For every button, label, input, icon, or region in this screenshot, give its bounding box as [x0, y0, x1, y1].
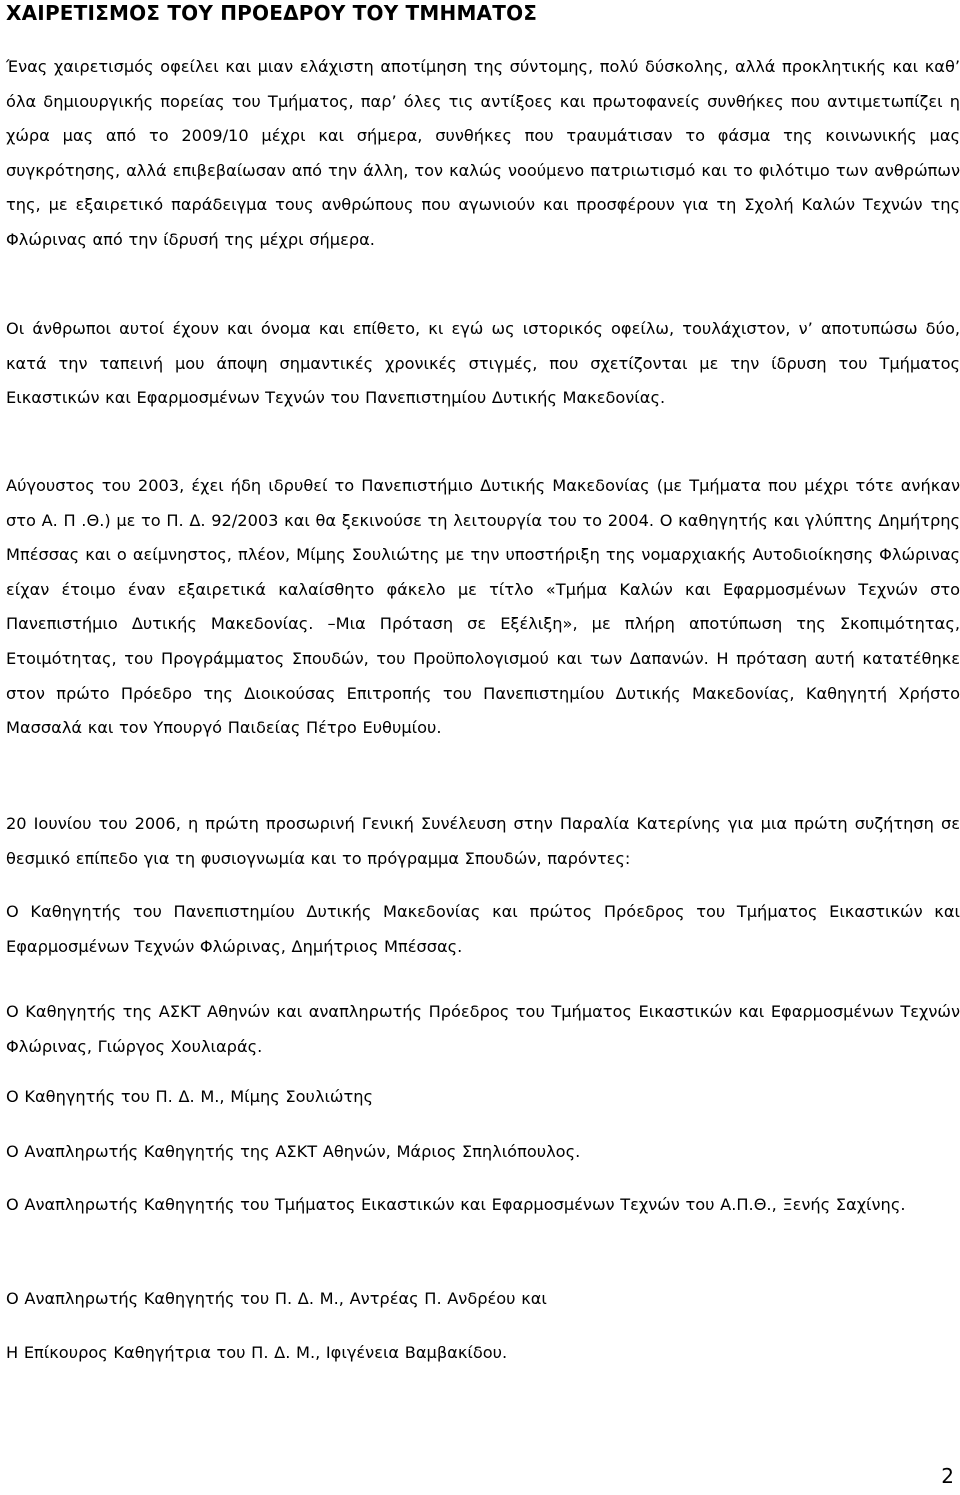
paragraph-august-2003: Αύγουστος του 2003, έχει ήδη ιδρυθεί το Πανεπιστήμιο Δυτικής Μακεδονίας (με Τμήματα που μέχρι τότε ανήκαν στο Α. Π .Θ.) με το Π. Δ. 92/2003 και θα ξεκινούσε τη λειτουργία του το 2004. Ο καθηγητής και γλύπτης Δημήτρης Μπέσσας και ο αείμνηστος, πλέον, Μίμης Σουλιώτης με την υποστήριξη της νομαρχιακής Αυτοδιοίκησης Φλώρινας είχαν έτοιμο έναν εξαιρετικά καλαίσθητο φάκελο με τίτλο «Τμήμα Καλών και Εφαρμοσμένων Τεχνών στο Πανεπιστήμιο Δυτικής Μακεδονίας. –Μια Πρόταση σε Εξέλιξη», με πλήρη αποτύπωση της Σκοπιμότητας, Ετοιμότητας, του Προγράμματος Σπουδών, του Προϋπολογισμού και των Δαπανών. Η πρόταση αυτή κατατέθηκε στον πρώτο Πρόεδρο της Διοικούσας Επιτροπής του Πανεπιστημίου Δυτικής Μακεδονίας, Καθηγητή Χρήστο Μασσαλά και τον Υπουργό Παιδείας Πέτρο Ευθυμίου. [6, 476, 960, 738]
attendee-paragraph: Ο Καθηγητής του Πανεπιστημίου Δυτικής Μακεδονίας και πρώτος Πρόεδρος του Τμήματος Εικαστικών και Εφαρμοσμένων Τεχνών Φλώρινας, Δημήτριος Μπέσσας. [6, 902, 960, 956]
attendee-paragraph: Ο Καθηγητής του Π. Δ. Μ., Μίμης Σουλιώτης [6, 1087, 373, 1106]
paragraph-people-history: Οι άνθρωποι αυτοί έχουν και όνομα και επίθετο, κι εγώ ως ιστορικός οφείλω, τουλάχιστον, ν’ αποτυπώσω δύο, κατά την ταπεινή μου άποψη σημαντικές χρονικές στιγμές, που σχετίζονται με την ίδρυση του Τμήματος Εικαστικών και Εφαρμοσμένων Τεχνών του Πανεπιστημίου Δυτικής Μακεδονίας. [6, 319, 960, 408]
page-title: ΧΑΙΡΕΤΙΣΜΟΣ ΤΟΥ ΠΡΟΕΔΡΟΥ ΤΟΥ ΤΜΗΜΑΤΟΣ [6, 1, 538, 25]
attendee-paragraph: Ο Αναπληρωτής Καθηγητής της ΑΣΚΤ Αθηνών, Μάριος Σπηλιόπουλος. [6, 1142, 581, 1161]
attendee-paragraph: Ο Αναπληρωτής Καθηγητής του Π. Δ. Μ., Αντρέας Π. Ανδρέου και [6, 1289, 547, 1308]
document-page [6, 0, 960, 1495]
paragraph-june-2006: 20 Ιουνίου του 2006, η πρώτη προσωρινή Γενική Συνέλευση στην Παραλία Κατερίνης για μια πρώτη συζήτηση σε θεσμικό επίπεδο για τη φυσιογνωμία και το πρόγραμμα Σπουδών, παρόντες: [6, 814, 960, 868]
attendee-paragraph: Ο Καθηγητής της ΑΣΚΤ Αθηνών και αναπληρωτής Πρόεδρος του Τμήματος Εικαστικών και Εφαρμοσμένων Τεχνών Φλώρινας, Γιώργος Χουλιαράς. [6, 1002, 960, 1056]
paragraph-greeting-intro: Ένας χαιρετισμός οφείλει και μιαν ελάχιστη αποτίμηση της σύντομης, πολύ δύσκολης, αλλά προκλητικής και καθ’ όλα δημιουργικής πορείας του Τμήματος, παρ’ όλες τις αντίξοες και πρωτοφανείς συνθήκες που αντιμετωπίζει η χώρα μας από το 2009/10 μέχρι και σήμερα, συνθήκες που τραυμάτισαν το φάσμα της κοινωνικής μας συγκρότησης, αλλά επιβεβαίωσαν από την άλλη, τον καλώς νοούμενο πατριωτισμό και το φιλότιμο των ανθρώπων της, με εξαιρετικό παράδειγμα τους ανθρώπους που αγωνιούν και προσφέρουν για τη Σχολή Καλών Τεχνών της Φλώρινας από την ίδρυσή της μέχρι σήμερα. [6, 57, 960, 249]
page-number: 2 [941, 1464, 954, 1488]
attendee-paragraph: Ο Αναπληρωτής Καθηγητής του Τμήματος Εικαστικών και Εφαρμοσμένων Τεχνών του Α.Π.Θ., Ξενής Σαχίνης. [6, 1195, 906, 1214]
attendee-paragraph: Η Επίκουρος Καθηγήτρια του Π. Δ. Μ., Ιφιγένεια Βαμβακίδου. [6, 1343, 508, 1362]
